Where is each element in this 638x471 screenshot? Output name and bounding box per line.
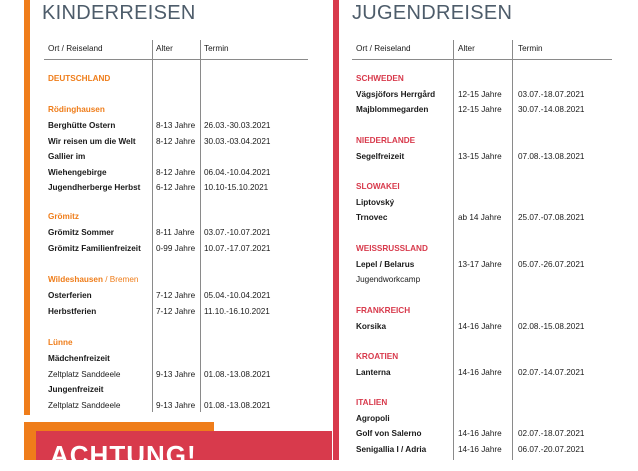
right-row-date: 30.07.-14.08.2021 [518, 105, 585, 114]
left-row-place: Mädchenfreizeit [48, 354, 110, 363]
right-row-place: Korsika [356, 321, 387, 331]
left-header-place: Ort / Reiseland [48, 44, 103, 53]
left-row-place: Grömitz Sommer [48, 228, 114, 237]
right-row-date: 02.07.-18.07.2021 [518, 429, 585, 438]
right-region: SLOWAKEI [356, 182, 400, 191]
left-row-date: 11.10.-16.10.2021 [204, 306, 270, 316]
jugendreisen-title: JUGENDREISEN [352, 2, 513, 24]
left-region-suffix: / Bremen [102, 275, 139, 284]
right-row-date: 07.08.-13.08.2021 [518, 151, 585, 161]
right-row-date: 02.08.-15.08.2021 [518, 321, 585, 331]
right-header-age: Alter [458, 44, 475, 53]
right-row-date: 02.07.-14.07.2021 [518, 367, 585, 377]
left-accent-bar [24, 0, 30, 415]
right-row-age: 14-16 Jahre [458, 367, 502, 377]
left-header-age: Alter [156, 44, 173, 53]
left-row-place: Jugendherberge Herbst [48, 183, 141, 192]
right-header-date: Termin [518, 44, 543, 53]
left-row-age: 6-12 Jahre [156, 183, 196, 192]
left-region: Grömitz [48, 212, 79, 221]
left-row-date: 05.04.-10.04.2021 [204, 291, 271, 300]
left-row-place: Herbstferien [48, 306, 97, 316]
left-row-age: 8-12 Jahre [156, 167, 196, 177]
right-region: FRANKREICH [356, 306, 411, 315]
left-row-age: 7-12 Jahre [156, 291, 196, 300]
right-row-date: 05.07.-26.07.2021 [518, 259, 585, 269]
right-row-place: Agropoli [356, 413, 390, 423]
left-row-age: 0-99 Jahre [156, 243, 196, 253]
right-header-rule [352, 59, 612, 60]
right-header-place: Ort / Reiseland [356, 44, 411, 53]
left-country: DEUTSCHLAND [48, 74, 111, 83]
right-divider-1 [453, 40, 454, 460]
right-row-age: 13-15 Jahre [458, 151, 502, 161]
right-row-place: Majblommegarden [356, 105, 429, 114]
right-region: WEISSRUSSLAND [356, 244, 428, 253]
right-row-place: Lanterna [356, 367, 391, 377]
left-row-age: 9-13 Jahre [156, 369, 196, 379]
left-row-date: 01.08.-13.08.2021 [204, 369, 271, 379]
left-row-place: Gallier im [48, 152, 86, 161]
left-row-date: 06.04.-10.04.2021 [204, 167, 271, 177]
right-row-age: ab 14 Jahre [458, 213, 502, 222]
left-region: Rödinghausen [48, 105, 105, 114]
right-region: NIEDERLANDE [356, 136, 416, 145]
left-row-date: 10.07.-17.07.2021 [204, 243, 271, 253]
right-divider-2 [512, 40, 513, 460]
left-row-date: 30.03.-03.04.2021 [204, 136, 271, 146]
right-row-date: 25.07.-07.08.2021 [518, 213, 585, 222]
left-region: Lünne [48, 338, 73, 347]
left-header-rule [44, 59, 308, 60]
right-row-age: 14-16 Jahre [458, 444, 502, 454]
left-row-date: 10.10-15.10.2021 [204, 183, 269, 192]
right-row-date: 03.07.-18.07.2021 [518, 89, 585, 99]
left-row-place: Grömitz Familienfreizeit [48, 243, 141, 253]
right-region: ITALIEN [356, 398, 388, 407]
left-row-date: 03.07.-10.07.2021 [204, 228, 271, 237]
right-row-age: 12-15 Jahre [458, 105, 502, 114]
left-row-date: 26.03.-30.03.2021 [204, 121, 271, 130]
left-row-place: Wir reisen um die Welt [48, 136, 136, 146]
right-row-age: 12-15 Jahre [458, 89, 502, 99]
right-row-age: 14-16 Jahre [458, 429, 502, 438]
right-row-place: Liptovský [356, 197, 395, 207]
right-row-date: 06.07.-20.07.2021 [518, 444, 585, 454]
left-row-age: 9-13 Jahre [156, 400, 196, 410]
right-region: SCHWEDEN [356, 74, 404, 83]
right-row-place: Vägsjöfors Herrgård [356, 89, 436, 99]
right-row-place: Segelfreizeit [356, 151, 405, 161]
right-row-place: Golf von Salerno [356, 429, 422, 438]
left-row-place: Wiehengebirge [48, 167, 107, 177]
left-row-place: Osterferien [48, 291, 92, 300]
left-row-place: Zeltplatz Sanddeele [48, 369, 121, 379]
notice-title: ACHTUNG! [50, 440, 197, 470]
left-divider-1 [152, 40, 153, 412]
right-row-age: 13-17 Jahre [458, 259, 502, 269]
left-row-age: 8-12 Jahre [156, 136, 196, 146]
right-row-age: 14-16 Jahre [458, 321, 502, 331]
left-row-age: 7-12 Jahre [156, 306, 196, 316]
left-row-age: 8-11 Jahre [156, 228, 195, 237]
left-row-place: Zeltplatz Sanddeele [48, 400, 121, 410]
left-row-place: Jungenfreizeit [48, 385, 104, 394]
right-row-place: Lepel / Belarus [356, 259, 415, 269]
right-row-place: Jugendworkcamp [356, 275, 421, 284]
left-row-age: 8-13 Jahre [156, 121, 196, 130]
right-row-place: Trnovec [356, 213, 388, 222]
left-divider-2 [200, 40, 201, 412]
left-row-place: Berghütte Ostern [48, 121, 116, 130]
kinderreisen-title: KINDERREISEN [42, 2, 196, 24]
right-region: KROATIEN [356, 352, 399, 361]
left-header-date: Termin [204, 44, 229, 53]
right-accent-bar [333, 0, 339, 460]
left-region: Wildeshausen / Bremen [48, 275, 139, 284]
right-row-place: Senigallia I / Adria [356, 444, 427, 454]
left-row-date: 01.08.-13.08.2021 [204, 400, 271, 410]
